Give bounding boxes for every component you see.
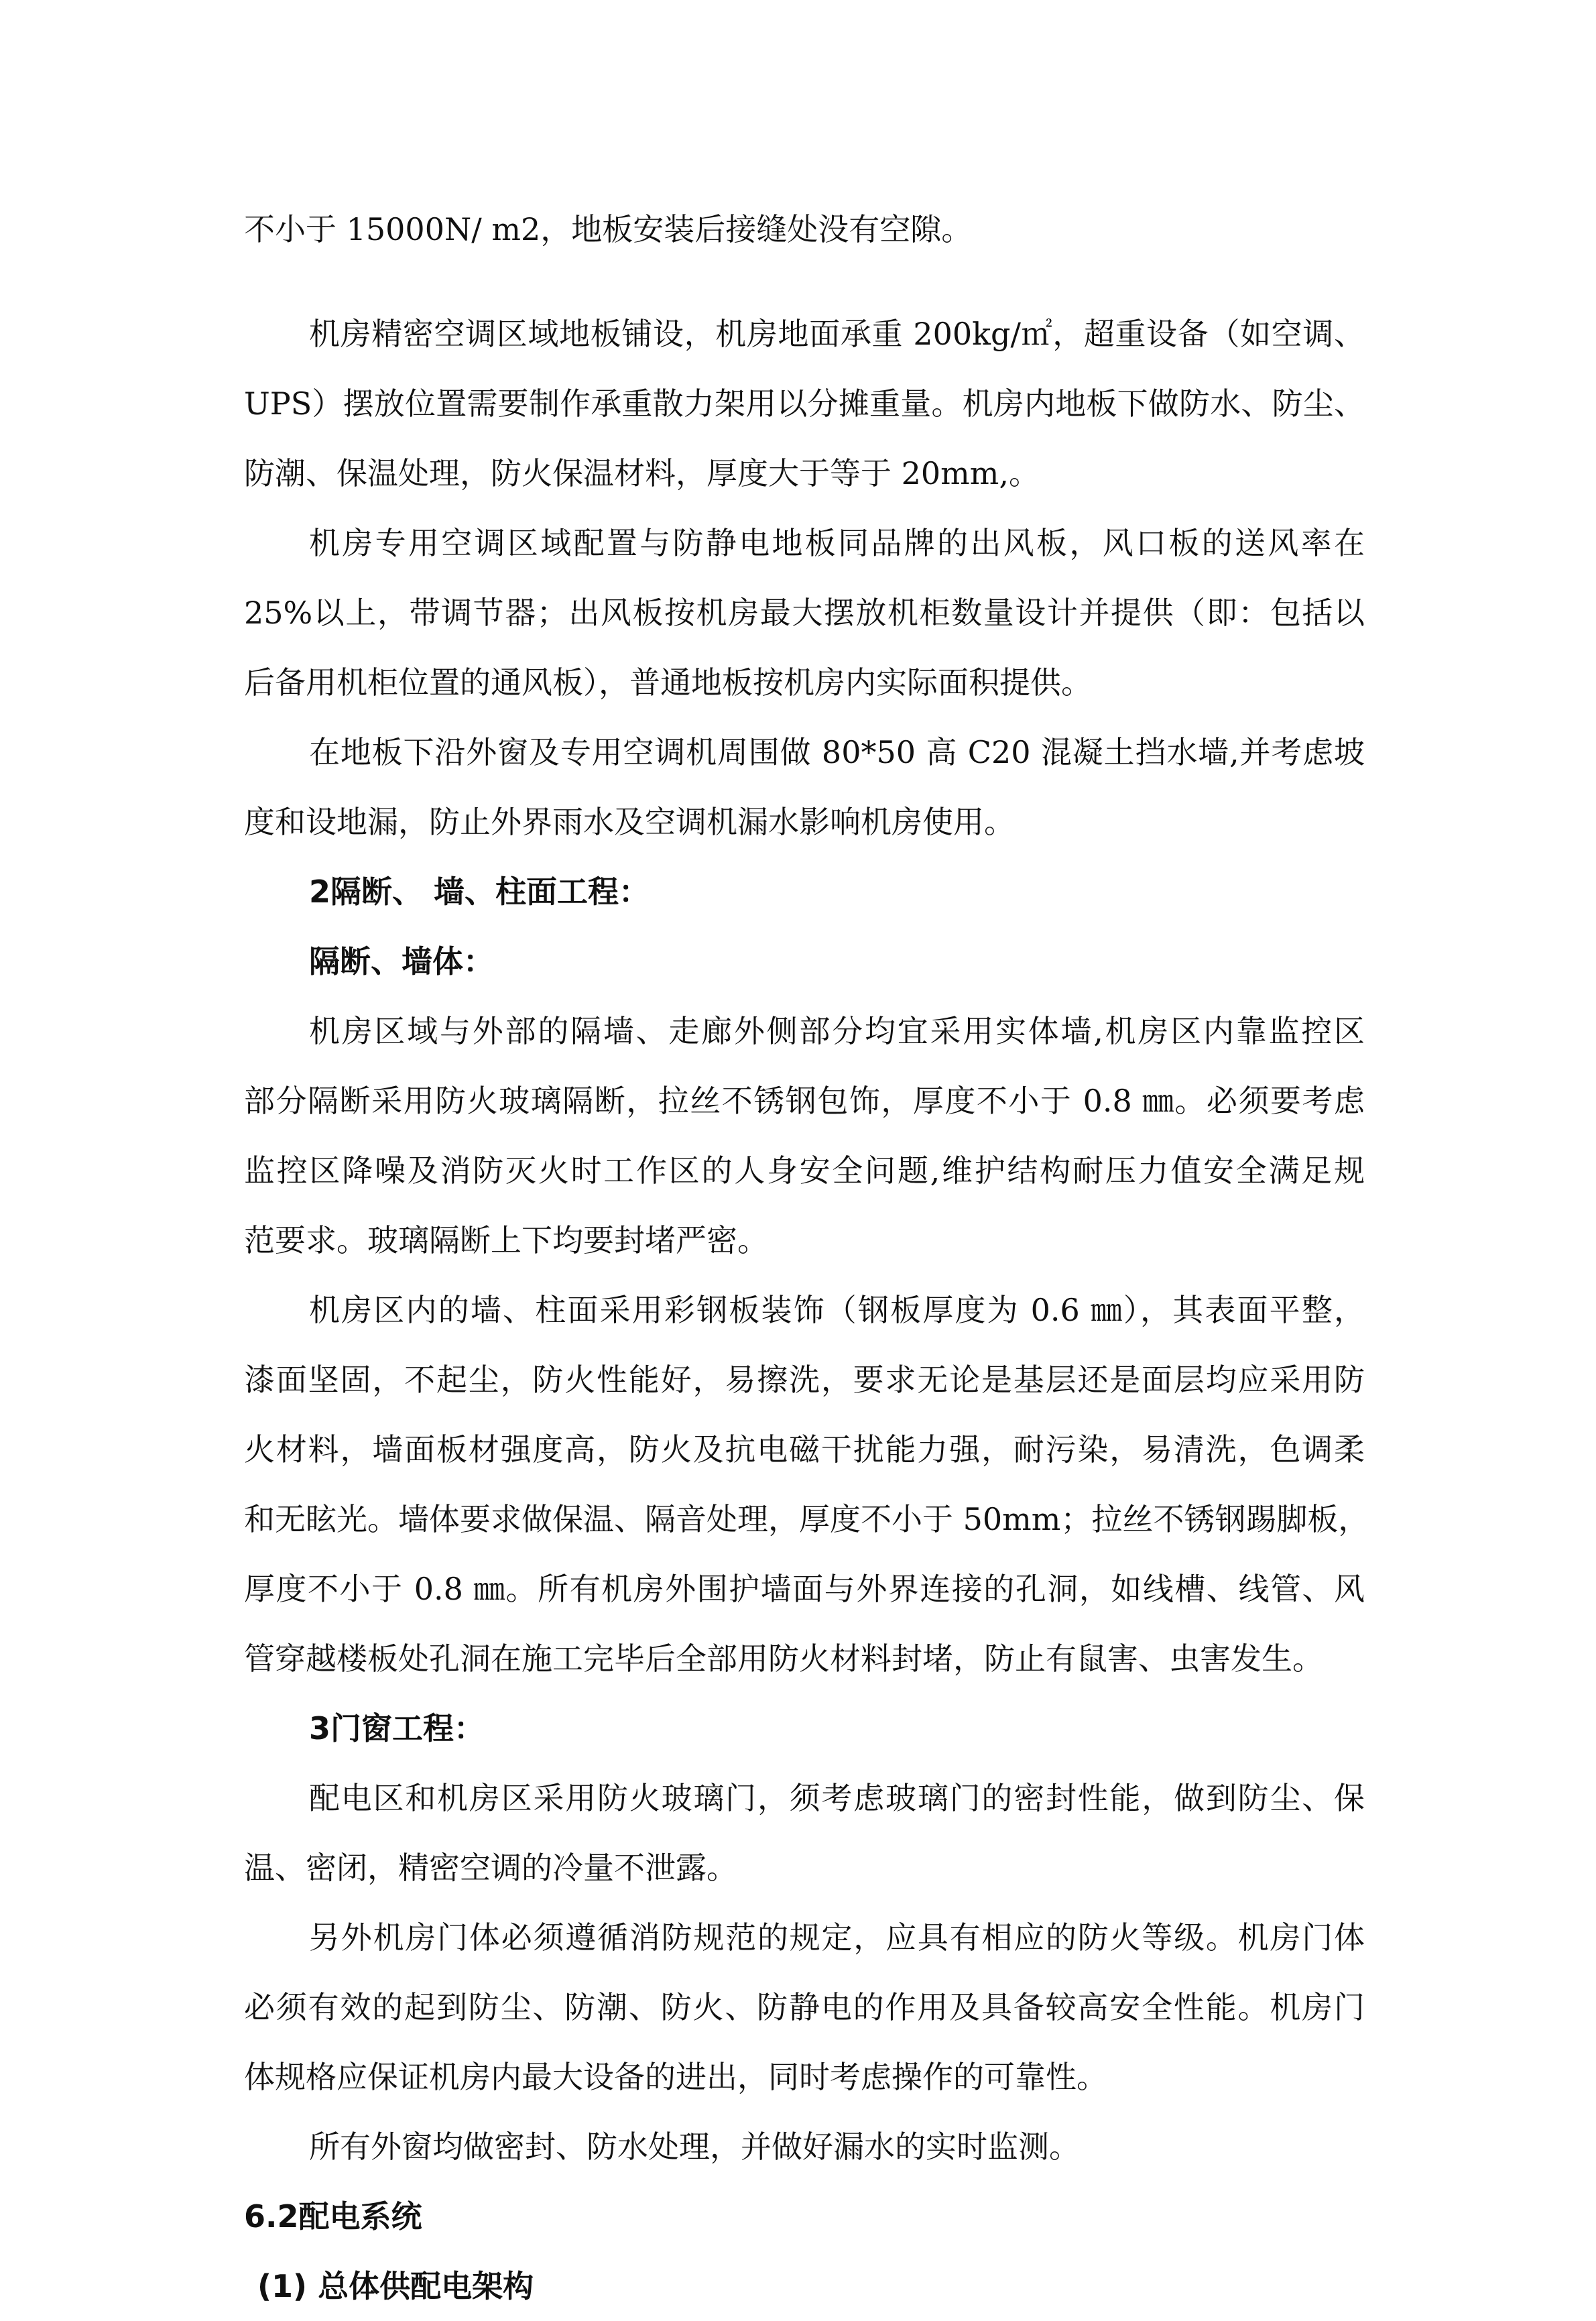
paragraph <box>244 2112 1365 2182</box>
paragraph-line: UPS）摆放位置需要制作承重散力架用以分摊重量。机房内地板下做防水、防尘、 <box>244 385 1365 422</box>
paragraph-line: 度和设地漏，防止外界雨水及空调机漏水影响机房使用。 <box>244 804 1015 840</box>
paragraph-line: 体规格应保证机房内最大设备的进出，同时考虑操作的可靠性。 <box>244 2059 1107 2095</box>
section-heading <box>244 927 1365 996</box>
paragraph-line: 机房精密空调区域地板铺设，机房地面承重 200kg/㎡，超重设备（如空调、 <box>309 316 1365 352</box>
paragraph-line: 火材料，墙面板材强度高，防火及抗电磁干扰能力强，耐污染，易清洗，色调柔 <box>244 1431 1365 1468</box>
paragraph-line: 管穿越楼板处孔洞在施工完毕后全部用防火材料封堵，防止有鼠害、虫害发生。 <box>244 1641 1323 1677</box>
paragraph-line: 机房专用空调区域配置与防静电地板同品牌的出风板，风口板的送风率在 <box>309 525 1365 561</box>
paragraph-line: 部分隔断采用防火玻璃隔断，拉丝不锈钢包饰，厚度不小于 0.8 ㎜。必须要考虑 <box>244 1083 1365 1119</box>
section-heading <box>244 2251 1365 2321</box>
paragraph-line: 和无眩光。墙体要求做保温、隔音处理，厚度不小于 50mm；拉丝不锈钢踢脚板， <box>244 1501 1369 1537</box>
paragraph-line: 厚度不小于 0.8 ㎜。所有机房外围护墙面与外界连接的孔洞，如线槽、线管、风 <box>244 1571 1365 1607</box>
section-heading <box>244 2182 1365 2251</box>
heading-text: 2隔断、 墙、柱面工程： <box>309 874 650 910</box>
paragraph-line: 防潮、保温处理，防火保温材料，厚度大于等于 20mm,。 <box>244 455 1040 491</box>
paragraph-line: 后备用机柜位置的通风板），普通地板按机房内实际面积提供。 <box>244 664 1092 701</box>
paragraph-line: 机房区域与外部的隔墙、走廊外侧部分均宜采用实体墙,机房区内靠监控区 <box>309 1013 1365 1049</box>
paragraph <box>244 717 1365 857</box>
paragraph <box>244 508 1365 717</box>
heading-text: 3门窗工程： <box>309 1710 485 1746</box>
paragraph <box>244 996 1365 1275</box>
paragraph-line: 在地板下沿外窗及专用空调机周围做 80*50 高 C20 混凝土挡水墙,并考虑坡 <box>309 734 1365 770</box>
paragraph-line: 配电区和机房区采用防火玻璃门，须考虑玻璃门的密封性能，做到防尘、保 <box>309 1780 1365 1816</box>
paragraph <box>244 299 1365 508</box>
document-page <box>244 194 1369 2321</box>
paragraph <box>244 1903 1365 2112</box>
paragraph-line: 不小于 15000N/ m2，地板安装后接缝处没有空隙。 <box>244 211 973 247</box>
heading-text: 6.2配电系统 <box>244 2198 422 2235</box>
paragraph-line: 机房区内的墙、柱面采用彩钢板装饰（钢板厚度为 0.6 ㎜），其表面平整， <box>309 1292 1365 1328</box>
section-heading <box>244 1693 1365 1763</box>
paragraph-line: 必须有效的起到防尘、防潮、防火、防静电的作用及具备较高安全性能。机房门 <box>244 1989 1365 2025</box>
paragraph-line: 所有外窗均做密封、防水处理，并做好漏水的实时监测。 <box>309 2129 1080 2165</box>
paragraph <box>244 194 1365 264</box>
paragraph-line: 范要求。玻璃隔断上下均要封堵严密。 <box>244 1222 768 1258</box>
paragraph-line: 25%以上，带调节器；出风板按机房最大摆放机柜数量设计并提供（即：包括以 <box>244 595 1365 631</box>
paragraph-line: 另外机房门体必须遵循消防规范的规定，应具有相应的防火等级。机房门体 <box>309 1919 1365 1956</box>
paragraph <box>244 1763 1365 1903</box>
paragraph-line: 监控区降噪及消防灭火时工作区的人身安全问题,维护结构耐压力值安全满足规 <box>244 1152 1365 1189</box>
paragraph-line: 漆面坚固，不起尘，防火性能好，易擦洗，要求无论是基层还是面层均应采用防 <box>244 1362 1365 1398</box>
heading-text: 隔断、墙体： <box>309 943 494 979</box>
paragraph-line: 温、密闭，精密空调的冷量不泄露。 <box>244 1850 737 1886</box>
heading-text: (1) 总体供配电架构 <box>257 2268 534 2304</box>
section-heading <box>244 857 1365 927</box>
paragraph <box>244 1275 1369 1693</box>
